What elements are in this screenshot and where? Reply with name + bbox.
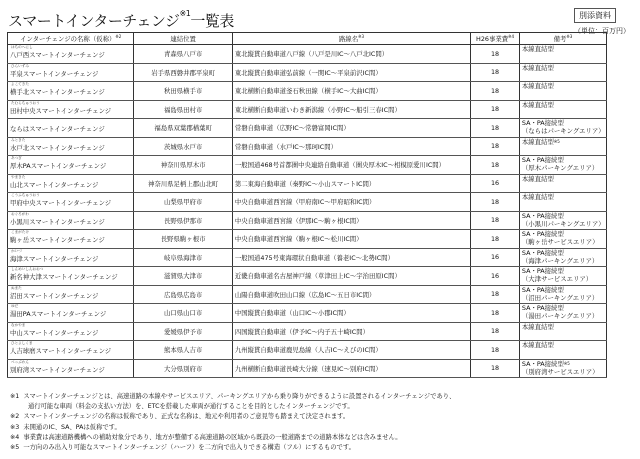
notes-cell <box>519 267 606 286</box>
note-type: 本線直結型 <box>521 193 554 201</box>
ic-name-ruby: ひらいずみ <box>11 63 29 68</box>
ic-name: ならはスマートインターチェンジ <box>10 125 105 134</box>
route-cell: 中央自動車道西宮線（駒ヶ根IC～松川IC間） <box>232 230 470 249</box>
ic-name: 別府湾スマートインターチェンジ <box>10 365 105 374</box>
route-cell: 四国縦貫自動車道（伊予IC～内子五十崎IC間） <box>232 322 470 341</box>
footnote-text: 通行可能な車両（料金の支払い方法）を、ETCを搭載した車両が通行することを目的としたインターチェンジです。 <box>28 403 354 411</box>
note-facility: （大津サービスエリア） <box>521 275 593 283</box>
ic-name: 山北スマートインターチェンジ <box>10 180 99 189</box>
footnote-mark: ※3 <box>10 423 20 431</box>
ic-name: 駒ヶ岳スマートインターチェンジ <box>10 236 105 245</box>
notes-cell <box>519 341 606 360</box>
table-row <box>8 230 607 249</box>
ic-name-ruby: あつぎ <box>11 156 22 160</box>
notes-cell <box>519 63 606 82</box>
ic-name-ruby: こうふちゅうおう <box>11 193 40 197</box>
ic-name-ruby: こまがたけ <box>11 230 29 234</box>
footnote-mark: ※1 <box>10 393 20 400</box>
ic-name-ruby: べっぷわん <box>11 359 29 364</box>
footnotes <box>10 392 455 453</box>
location-cell: 山口県山口市 <box>134 304 232 323</box>
attachment-badge: 別添資料 <box>574 8 616 23</box>
ic-name-cell <box>8 63 134 82</box>
note-type: SA・PA接続型 <box>521 248 564 257</box>
table-row <box>8 63 607 82</box>
note-mark: ※5 <box>553 138 560 144</box>
ic-name-ruby: はちのへにし <box>11 45 33 49</box>
notes-cell <box>519 322 606 341</box>
cost-cell: 18 <box>471 137 520 156</box>
note-type: SA・PA接続型 <box>521 211 564 220</box>
ic-name: 厚木PAスマートインターチェンジ <box>10 162 107 171</box>
cost-cell: 18 <box>471 119 520 138</box>
cost-cell: 18 <box>471 100 520 119</box>
table-row <box>8 45 607 64</box>
notes-cell <box>519 100 606 119</box>
ic-name-ruby: おぐろがわ <box>11 211 29 216</box>
table-row <box>8 156 607 175</box>
table-row <box>8 322 607 341</box>
cost-cell: 18 <box>471 285 520 304</box>
note-facility: （別府湾サービスエリア） <box>521 367 599 376</box>
column-header-cost: H26事業費$^{※4}$ <box>471 33 520 45</box>
cost-cell: 18 <box>471 63 520 82</box>
ic-name: 海津スマートインターチェンジ <box>10 254 99 263</box>
cost-cell: 18 <box>471 359 520 378</box>
note-facility: （ならはパーキングエリア） <box>521 127 605 135</box>
table-body <box>8 45 607 378</box>
ic-name: 新名神大津スマートインターチェンジ <box>10 273 118 282</box>
ic-name-cell <box>8 137 134 156</box>
ic-name-cell <box>8 211 134 230</box>
location-cell: 大分県別府市 <box>134 359 232 378</box>
location-cell: 福島県田村市 <box>134 100 232 119</box>
route-cell: 常磐自動車道（広野IC～常磐富岡IC間） <box>232 119 470 138</box>
ic-name: 水戸北スマートインターチェンジ <box>10 143 105 152</box>
footnote-text: 未開通のIC、SA、PAは仮称です。 <box>23 423 121 431</box>
footnote <box>10 433 455 443</box>
notes-cell <box>519 137 606 156</box>
note-type: SA・PA接続型 <box>521 119 564 127</box>
note-type: 本線直結型 <box>521 63 554 72</box>
location-cell: 茨城県水戸市 <box>134 137 232 156</box>
column-header-location: 連結位置 <box>134 33 232 45</box>
cost-cell: 18 <box>471 45 520 64</box>
notes-cell <box>519 193 606 212</box>
notes-cell <box>519 304 606 323</box>
smart-ic-table <box>7 32 607 378</box>
location-cell: 山梨県甲府市 <box>134 193 232 212</box>
table-row <box>8 341 607 360</box>
route-cell: 九州縦貫自動車道鹿児島線（人吉IC～えびのIC間） <box>232 341 470 360</box>
cost-cell: 18 <box>471 211 520 230</box>
cost-cell: 18 <box>471 322 520 341</box>
cost-cell: 18 <box>471 230 520 249</box>
notes-cell <box>519 119 606 138</box>
notes-cell <box>519 82 606 101</box>
cost-cell: 18 <box>471 304 520 323</box>
cost-cell: 18 <box>471 341 520 360</box>
notes-cell <box>519 359 606 378</box>
footnote <box>10 402 455 412</box>
location-cell: 長野県伊那市 <box>134 211 232 230</box>
note-type: 本線直結型 <box>521 82 554 90</box>
route-cell: 山陽自動車道吹田山口線（広島IC～五日市IC間） <box>232 285 470 304</box>
page-title <box>8 10 234 31</box>
note-type: 本線直結型 <box>521 341 554 349</box>
footnote-mark: ※5 <box>10 444 20 452</box>
ic-name: 甲府中央スマートインターチェンジ <box>10 199 112 208</box>
ic-name: 人吉球磨スマートインターチェンジ <box>10 347 112 356</box>
table-row <box>8 193 607 212</box>
note-type: SA・PA接続型 <box>521 304 564 312</box>
note-type: 本線直結型 <box>521 100 554 109</box>
ic-name-cell <box>8 156 134 175</box>
note-type: SA・PA接続型 <box>521 156 564 164</box>
footnote-mark: ※2 <box>10 413 20 421</box>
notes-cell <box>519 156 606 175</box>
cost-cell: 18 <box>471 156 520 175</box>
route-cell: 近畿自動車道名古屋神戸線（草津田上IC～宇治田原IC間） <box>232 267 470 286</box>
footnote <box>10 443 455 453</box>
note-type: SA・PA接続型 <box>521 285 564 294</box>
note-type: SA・PA接続型 <box>521 267 564 275</box>
route-cell: 第二東海自動車道（秦野IC～小山スマートIC間） <box>232 174 470 193</box>
note-type: 本線直結型 <box>521 45 554 53</box>
table-header-row <box>8 33 607 45</box>
table-row <box>8 100 607 119</box>
location-cell: 福島県双葉郡楢葉町 <box>134 119 232 138</box>
note-facility: （湯田パーキングエリア） <box>521 312 599 320</box>
ic-name-cell <box>8 100 134 119</box>
ic-name: 湯田PAスマートインターチェンジ <box>10 310 107 319</box>
ic-name: 田村中央スマートインターチェンジ <box>10 106 112 115</box>
note-facility: （駒ヶ岳サービスエリア） <box>521 238 599 246</box>
footnote <box>10 392 455 402</box>
location-cell: 熊本県人吉市 <box>134 341 232 360</box>
ic-name-ruby: ひとよしくま <box>11 341 33 345</box>
note-type: SA・PA接続型 <box>521 359 564 368</box>
table-row <box>8 285 607 304</box>
ic-name: 横手北スマートインターチェンジ <box>10 88 105 97</box>
ic-name: 八戸西スマートインターチェンジ <box>10 51 105 60</box>
location-cell: 岐阜県海津市 <box>134 248 232 267</box>
ic-name-cell <box>8 230 134 249</box>
route-cell: 一般国道475号東海環状自動車道（養老IC～北勢IC間） <box>232 248 470 267</box>
note-facility: （小黒川パーキングエリア） <box>521 219 605 228</box>
location-cell: 秋田県横手市 <box>134 82 232 101</box>
footnote <box>10 412 455 422</box>
note-type: 本線直結型 <box>521 174 554 183</box>
ic-name-ruby: ぬまた <box>11 285 22 290</box>
ic-name-cell <box>8 285 134 304</box>
ic-name-cell <box>8 45 134 64</box>
route-cell: 中国縦貫自動車道（山口IC～小郡IC間） <box>232 304 470 323</box>
table-row <box>8 211 607 230</box>
ic-name: 中山スマートインターチェンジ <box>10 328 99 337</box>
location-cell: 愛媛県伊予市 <box>134 322 232 341</box>
table-row <box>8 119 607 138</box>
ic-name-ruby: やまきた <box>11 174 26 179</box>
location-cell: 滋賀県大津市 <box>134 267 232 286</box>
location-cell: 岩手県西磐井郡平泉町 <box>134 63 232 82</box>
route-cell: 常磐自動車道（水戸IC～那珂IC間） <box>232 137 470 156</box>
ic-name-ruby: ゆだ <box>11 304 19 308</box>
table-row <box>8 174 607 193</box>
footnote-text: スマートインターチェンジとは、高速道路の本線やサービスエリア、パーキングエリアから乗り降りができるように設置されるインターチェンジであり、 <box>23 393 456 400</box>
table-row <box>8 359 607 378</box>
route-cell: 東北横断自動車道釜石秋田線（横手IC～大曲IC間） <box>232 82 470 101</box>
notes-cell <box>519 174 606 193</box>
ic-name-cell <box>8 174 134 193</box>
note-type: 本線直結型 <box>521 322 554 331</box>
location-cell: 長野県駒ヶ根市 <box>134 230 232 249</box>
footnote-mark: ※4 <box>10 433 20 441</box>
route-cell: 東北縦貫自動車道八戸線（八戸是川IC～八戸北IC間） <box>232 45 470 64</box>
note-type: SA・PA接続型 <box>521 230 564 238</box>
note-facility: （沼田パーキングエリア） <box>521 293 599 302</box>
notes-cell <box>519 230 606 249</box>
cost-cell: 16 <box>471 248 520 267</box>
cost-cell: 16 <box>471 267 520 286</box>
notes-cell <box>519 285 606 304</box>
ic-name-cell <box>8 304 134 323</box>
ic-name: 沼田スマートインターチェンジ <box>10 291 99 300</box>
footnote-text: 事業費は高速道路機構への補助対象分であり、地方が整備する高速道路の区域から既設の一般道路までの道路本体などは含みません。 <box>23 433 402 441</box>
ic-name-cell <box>8 82 134 101</box>
note-mark: ※5 <box>563 360 570 366</box>
location-cell: 神奈川県足柄上郡山北町 <box>134 174 232 193</box>
cost-cell: 18 <box>471 193 520 212</box>
notes-cell <box>519 211 606 230</box>
title-footnote-mark: ※1 <box>179 9 191 18</box>
note-facility: （海津パーキングエリア） <box>521 256 599 265</box>
ic-name-ruby: しんめいしんおおつ <box>11 267 44 271</box>
unit-label: （単位：百万円） <box>574 27 630 35</box>
table-row <box>8 304 607 323</box>
table-row <box>8 248 607 267</box>
ic-name-cell <box>8 193 134 212</box>
ic-name-cell <box>8 267 134 286</box>
cost-cell: 18 <box>471 82 520 101</box>
column-header-name: インターチェンジの名称（仮称）$^{※2}$ <box>8 33 134 45</box>
notes-cell <box>519 45 606 64</box>
ic-name-cell <box>8 341 134 360</box>
table-row <box>8 82 607 101</box>
ic-name-cell <box>8 359 134 378</box>
ic-name-ruby: よこてきた <box>11 82 29 86</box>
table-row <box>8 267 607 286</box>
column-header-notes: 備考$^{※3}$ <box>519 33 606 45</box>
footnote-text: 一方向のみ出入り可能なスマートインターチェンジ（ハーフ）を二方向で出入りできる構造（フル）にするものです。 <box>23 444 355 452</box>
ic-name-cell <box>8 248 134 267</box>
footnote-text: スマートインターチェンジの名称は仮称であり、正式な名称は、地元や利用者のご意見等も踏まえて決定されます。 <box>23 413 350 421</box>
ic-name-ruby: みときた <box>11 137 26 142</box>
route-cell: 九州横断自動車道長崎大分線（速見IC～別府IC間） <box>232 359 470 378</box>
column-header-route: 路線名$^{※3}$ <box>232 33 470 45</box>
note-facility: （厚木パーキングエリア） <box>521 164 599 172</box>
footnote <box>10 423 455 433</box>
location-cell: 広島県広島市 <box>134 285 232 304</box>
ic-name-ruby: たむらちゅうおう <box>11 100 40 105</box>
ic-name-cell <box>8 119 134 138</box>
ic-name-ruby: なかやま <box>11 322 26 327</box>
location-cell: 神奈川県厚木市 <box>134 156 232 175</box>
location-cell: 青森県八戸市 <box>134 45 232 64</box>
route-cell: 一般国道468号首都圏中央連絡自動車道（圏央厚木IC～相模原愛川IC間） <box>232 156 470 175</box>
cost-cell: 16 <box>471 174 520 193</box>
route-cell: 中央自動車道西宮線（伊那IC～駒ヶ根IC間） <box>232 211 470 230</box>
ic-name-cell <box>8 322 134 341</box>
note-type: 本線直結型 <box>521 137 554 146</box>
ic-name: 平泉スマートインターチェンジ <box>10 69 99 78</box>
ic-name-ruby: かいづ <box>11 248 22 253</box>
title-suffix: 一覧表 <box>190 12 234 30</box>
route-cell: 東北縦貫自動車道弘前線（一関IC～平泉前沢IC間） <box>232 63 470 82</box>
route-cell: 中央自動車道西宮線（甲府南IC～甲府昭和IC間） <box>232 193 470 212</box>
title-text: スマートインターチェンジ <box>8 12 180 30</box>
notes-cell <box>519 248 606 267</box>
table-row <box>8 137 607 156</box>
ic-name: 小黒川スマートインターチェンジ <box>10 217 105 226</box>
route-cell: 東北横断自動車道いわき新潟線（小野IC～船引三春IC間） <box>232 100 470 119</box>
